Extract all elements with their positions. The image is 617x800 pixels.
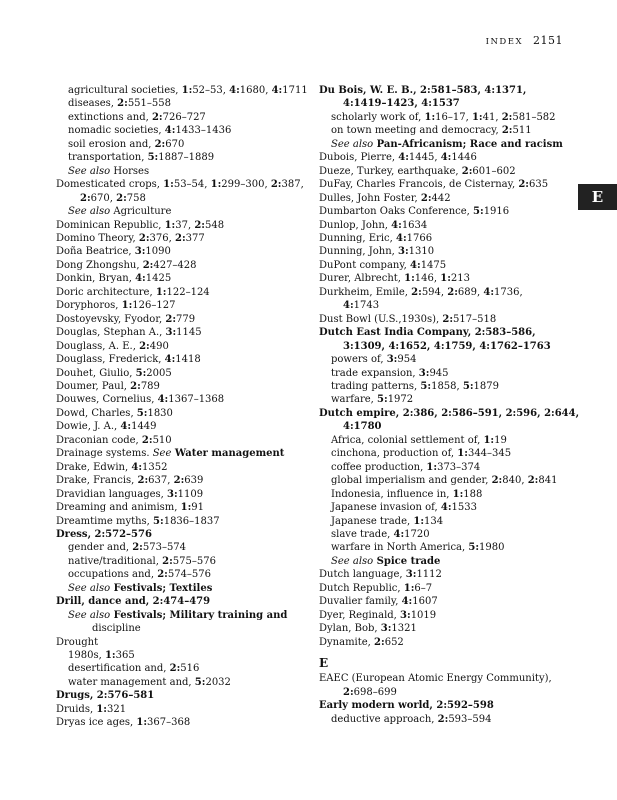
entry-text: nomadic societies, 4:1433–1436 (68, 125, 232, 137)
entry-continuation: discipline (92, 623, 141, 635)
index-entry (56, 219, 292, 232)
entry-text: Drugs, 2:576–581 (56, 690, 155, 702)
entry-text: Dumbarton Oaks Conference, 5:1916 (319, 206, 510, 218)
index-entry (56, 259, 292, 272)
index-entry (56, 528, 292, 541)
entry-text: 1980s, 1:365 (68, 650, 135, 662)
entry-text: EAEC (European Atomic Energy Community), (319, 673, 552, 685)
index-entry (56, 313, 292, 326)
entry-text: See also Festivals; Military training and (68, 609, 288, 621)
entry-text: Dominican Republic, 1:37, 2:548 (56, 219, 225, 231)
index-subentry (56, 151, 292, 164)
section-letter: E (319, 656, 329, 671)
index-entry (319, 219, 555, 232)
index-subentry (319, 555, 555, 568)
entry-text: Dunning, John, 3:1310 (319, 246, 435, 258)
index-entry (56, 689, 292, 702)
entry-text: See also Festivals; Textiles (68, 582, 213, 594)
entry-text: Domesticated crops, 1:53–54, 1:299–300, 2:387, (56, 179, 304, 191)
entry-text: Dunning, Eric, 4:1766 (319, 232, 433, 244)
entry-continuation: 4:1419–1423, 4:1537 (343, 98, 460, 110)
entry-text: Dress, 2:572–576 (56, 528, 152, 540)
index-entry (319, 272, 555, 285)
entry-text: Dryas ice ages, 1:367–368 (56, 717, 191, 729)
index-entry (319, 595, 555, 608)
index-entry (319, 622, 555, 635)
entry-text: trading patterns, 5:1858, 5:1879 (331, 380, 499, 392)
entry-text: Drake, Francis, 2:637, 2:639 (56, 475, 204, 487)
entry-text: Dutch language, 3:1112 (319, 569, 442, 581)
entry-text: Douhet, Giulio, 5:2005 (56, 367, 172, 379)
index-entry (319, 326, 555, 353)
entry-text: warfare in North America, 5:1980 (331, 542, 505, 554)
entry-text: Dynamite, 2:652 (319, 636, 404, 648)
index-entry (319, 232, 555, 245)
entry-text: Japanese invasion of, 4:1533 (331, 502, 477, 514)
index-entry (56, 488, 292, 501)
entry-text: Douglass, Frederick, 4:1418 (56, 354, 201, 366)
index-entry (56, 420, 292, 433)
index-entry (319, 151, 555, 164)
index-entry (319, 245, 555, 258)
entry-text: Draconian code, 2:510 (56, 434, 172, 446)
index-subentry (56, 205, 292, 218)
index-entry (56, 367, 292, 380)
index-entry (56, 353, 292, 366)
header-label: INDEX (485, 37, 523, 47)
index-entry (56, 380, 292, 393)
index-subentry (56, 568, 292, 581)
index-subentry (319, 138, 563, 151)
entry-text: Early modern world, 2:592–598 (319, 700, 494, 712)
entry-text: DuFay, Charles Francois, de Cisternay, 2:635 (319, 179, 549, 191)
entry-text: See also Horses (68, 165, 150, 177)
entry-text: occupations and, 2:574–576 (68, 569, 212, 581)
running-header (486, 34, 563, 47)
entry-text: Du Bois, W. E. B., 2:581–583, 4:1371, (319, 85, 527, 96)
index-subentry (56, 111, 292, 124)
index-entry (56, 326, 292, 339)
entry-text: extinctions and, 2:726–727 (68, 111, 206, 123)
entry-text: Douglas, Stephan A., 3:1145 (56, 327, 202, 339)
index-column-left (56, 84, 308, 730)
entry-text: Dylan, Bob, 3:1321 (319, 623, 417, 635)
entry-text: agricultural societies, 1:52–53, 4:1680, 4:1711 (68, 85, 308, 96)
index-entry (56, 595, 292, 608)
entry-continuation: 2:670, 2:758 (80, 192, 146, 204)
index-entry (319, 192, 555, 205)
index-entry (56, 515, 292, 528)
index-subentry (56, 555, 292, 568)
index-entry (56, 636, 292, 649)
entry-text: Dust Bowl (U.S.,1930s), 2:517–518 (319, 313, 497, 325)
index-entry (56, 245, 292, 258)
index-entry (56, 340, 292, 353)
entry-text: powers of, 3:954 (331, 354, 417, 366)
entry-text: diseases, 2:551–558 (68, 98, 171, 110)
index-entry (56, 501, 292, 514)
entry-text: Drought (56, 636, 99, 648)
entry-text: warfare, 5:1972 (331, 394, 414, 406)
entry-text: desertification and, 2:516 (68, 663, 200, 675)
index-entry (56, 407, 292, 420)
entry-continuation: 3:1309, 4:1652, 4:1759, 4:1762–1763 (343, 340, 551, 352)
entry-text: Dong Zhongshu, 2:427–428 (56, 259, 197, 271)
index-subentry (319, 434, 555, 447)
index-subentry (56, 609, 292, 636)
entry-text: Doryphoros, 1:126–127 (56, 300, 176, 312)
entry-text: Duvalier family, 4:1607 (319, 596, 438, 608)
entry-text: gender and, 2:573–574 (68, 542, 187, 554)
index-entry (319, 165, 555, 178)
entry-text: Drake, Edwin, 4:1352 (56, 461, 168, 473)
index-entry (319, 568, 555, 581)
index-subentry (319, 353, 555, 366)
index-subentry (319, 515, 555, 528)
entry-text: cinchona, production of, 1:344–345 (331, 448, 512, 460)
entry-text: deductive approach, 2:593–594 (331, 713, 492, 725)
entry-text: Dutch Republic, 1:6–7 (319, 582, 433, 594)
index-entry (56, 716, 292, 729)
entry-text: Douwes, Cornelius, 4:1367–1368 (56, 394, 225, 406)
entry-text: Dravidian languages, 3:1109 (56, 488, 204, 500)
index-subentry (319, 367, 555, 380)
index-entry (319, 84, 555, 111)
index-entry (319, 699, 555, 712)
index-subentry (56, 165, 292, 178)
index-entry (56, 232, 292, 245)
entry-text: Durkheim, Emile, 2:594, 2:689, 4:1736, (319, 286, 523, 298)
index-subentry (319, 393, 555, 406)
entry-text: Dreamtime myths, 5:1836–1837 (56, 515, 220, 527)
index-subentry (56, 649, 292, 662)
index-entry (56, 434, 292, 447)
entry-text: DuPont company, 4:1475 (319, 259, 447, 271)
entry-text: Dulles, John Foster, 2:442 (319, 192, 451, 204)
index-subentry (319, 380, 555, 393)
index-subentry (56, 662, 292, 675)
entry-text: on town meeting and democracy, 2:511 (331, 125, 532, 137)
index-subentry (319, 447, 555, 460)
index-subentry (319, 541, 555, 554)
entry-text: Drill, dance and, 2:474–479 (56, 596, 211, 608)
entry-text: Donkin, Bryan, 4:1425 (56, 273, 172, 285)
entry-text: Africa, colonial settlement of, 1:19 (331, 434, 507, 446)
index-entry (319, 205, 555, 218)
entry-text: Indonesia, influence in, 1:188 (331, 488, 483, 500)
entry-text: trade expansion, 3:945 (331, 367, 449, 379)
index-entry (319, 672, 555, 699)
entry-text: Domino Theory, 2:376, 2:377 (56, 232, 205, 244)
index-entry (56, 299, 292, 312)
index-subentry (319, 474, 558, 487)
entry-continuation: 4:1743 (343, 300, 380, 312)
index-entry (319, 313, 555, 326)
index-subentry (56, 138, 292, 151)
entry-text: transportation, 5:1887–1889 (68, 152, 215, 164)
index-subentry (56, 541, 292, 554)
entry-text: Doumer, Paul, 2:789 (56, 380, 160, 392)
entry-text: Druids, 1:321 (56, 703, 127, 715)
entry-text: Dutch empire, 2:386, 2:586–591, 2:596, 2:644, (319, 407, 580, 419)
entry-text: Dreaming and animism, 1:91 (56, 502, 205, 514)
index-entry (56, 461, 292, 474)
entry-text: Dueze, Turkey, earthquake, 2:601–602 (319, 165, 516, 177)
entry-text: native/traditional, 2:575–576 (68, 555, 216, 567)
index-subentry (319, 501, 555, 514)
index-subentry (56, 582, 292, 595)
index-entry (56, 447, 292, 460)
entry-text: Dunlop, John, 4:1634 (319, 219, 428, 231)
index-entry (56, 393, 292, 406)
index-subentry (56, 84, 308, 97)
entry-text: soil erosion and, 2:670 (68, 138, 185, 150)
index-entry (319, 636, 555, 649)
index-subentry (319, 461, 555, 474)
index-subentry (319, 124, 555, 137)
index-entry (319, 609, 555, 622)
index-entry (56, 178, 304, 205)
index-subentry (319, 488, 555, 501)
entry-text: Dowd, Charles, 5:1830 (56, 407, 173, 419)
entry-text: coffee production, 1:373–374 (331, 461, 481, 473)
index-column-right (319, 84, 580, 726)
entry-text: See also Spice trade (331, 555, 441, 567)
index-entry (319, 259, 555, 272)
entry-text: Dyer, Reginald, 3:1019 (319, 609, 437, 621)
index-subentry (56, 124, 292, 137)
entry-text: Japanese trade, 1:134 (331, 515, 444, 527)
entry-text: Dubois, Pierre, 4:1445, 4:1446 (319, 152, 477, 164)
index-subentry (319, 528, 555, 541)
entry-text: Dowie, J. A., 4:1449 (56, 421, 157, 433)
entry-text: scholarly work of, 1:16–17, 1:41, 2:581–582 (331, 111, 556, 123)
section-tab: E (578, 184, 617, 210)
index-entry (319, 407, 580, 434)
entry-continuation: 4:1780 (343, 421, 382, 433)
page-number: 2151 (533, 34, 563, 47)
entry-text: Douglass, A. E., 2:490 (56, 340, 169, 352)
entry-text: global imperialism and gender, 2:840, 2:841 (331, 475, 558, 487)
entry-text: Drainage systems. See Water management (56, 448, 285, 460)
index-subentry (56, 97, 292, 110)
index-entry (56, 272, 292, 285)
index-entry (56, 286, 292, 299)
entry-continuation: 2:698–699 (343, 686, 397, 698)
entry-text: Doric architecture, 1:122–124 (56, 286, 210, 298)
index-subentry (56, 676, 292, 689)
entry-text: water management and, 5:2032 (68, 676, 231, 688)
index-entry (319, 178, 555, 191)
index-entry (56, 703, 292, 716)
entry-text: slave trade, 4:1720 (331, 528, 430, 540)
entry-text: See also Pan-Africanism; Race and racism (331, 138, 563, 150)
index-entry (319, 582, 555, 595)
entry-text: See also Agriculture (68, 206, 172, 218)
index-entry (56, 474, 292, 487)
index-entry (319, 286, 555, 313)
index-subentry (319, 111, 555, 124)
entry-text: Durer, Albrecht, 1:146, 1:213 (319, 273, 470, 285)
entry-text: Dostoyevsky, Fyodor, 2:779 (56, 313, 196, 325)
index-subentry (319, 713, 555, 726)
entry-text: Dutch East India Company, 2:583–586, (319, 327, 536, 339)
entry-text: Doña Beatrice, 3:1090 (56, 246, 171, 258)
